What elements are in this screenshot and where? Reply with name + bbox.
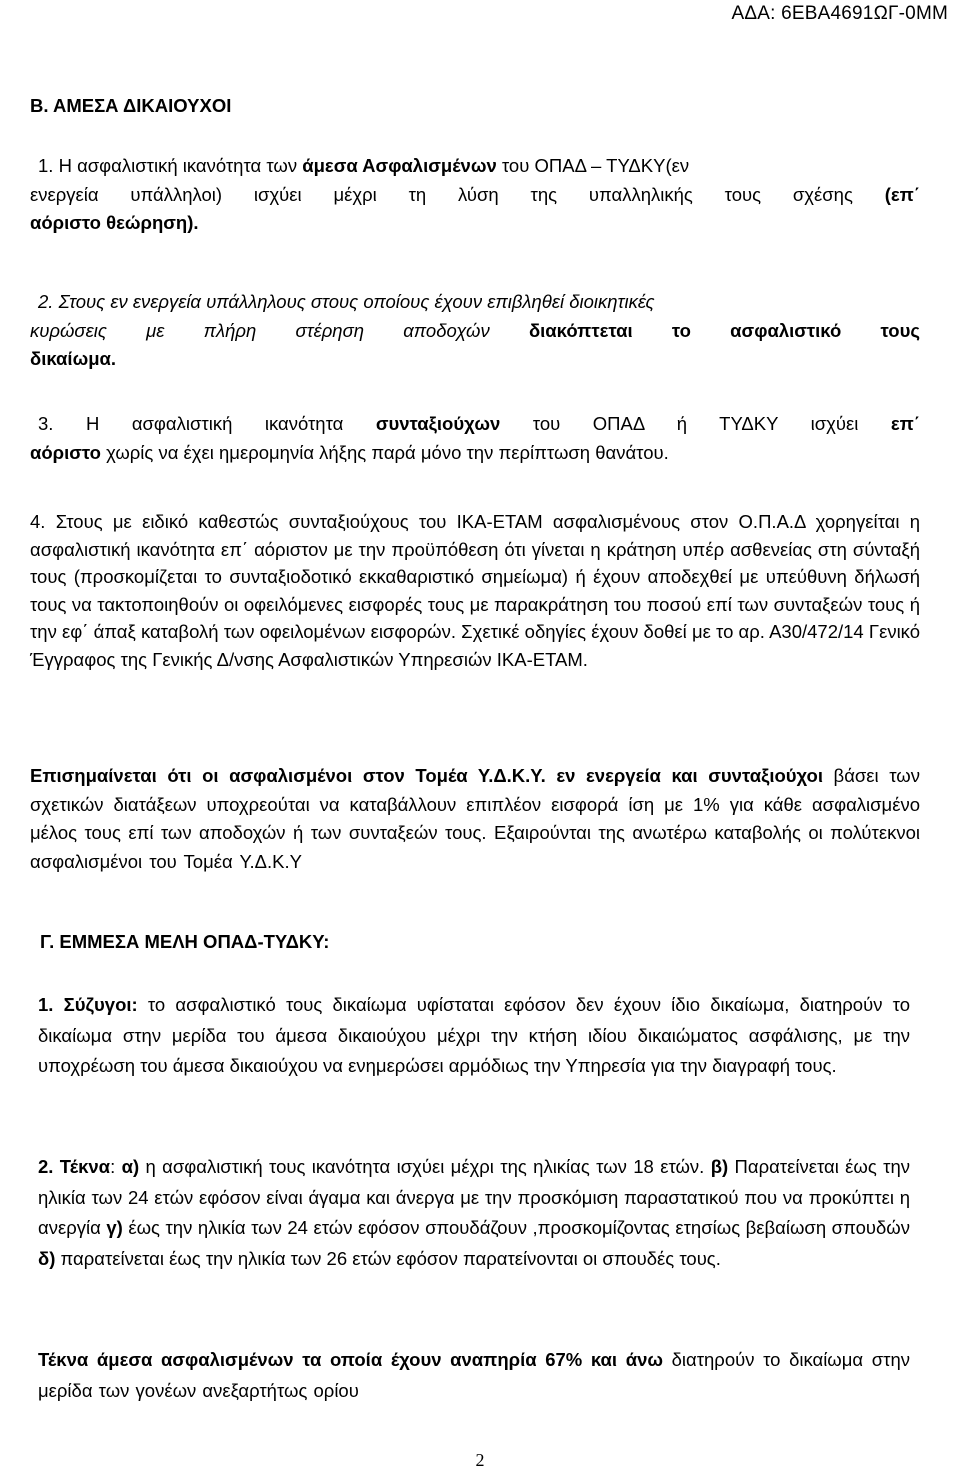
b1-text-d: ενεργεία υπάλληλοι) ισχύει μέχρι τη λύση της υπαλληλικής τους σχέσης (30, 183, 885, 205)
b3-bold-indefinite: αόριστο (30, 441, 101, 463)
b1-text-c: του ΟΠΑΔ – ΤΥΔΚΥ(εν (496, 155, 690, 176)
b3-text-f: χωρίς να έχει ημερομηνία λήξης παρά μόνο την περίπτωση θανάτου. (100, 441, 669, 463)
b1-text-a: 1. Η ασφαλιστική ικανότητα των (38, 155, 303, 176)
section-c-item-1 (38, 990, 910, 1082)
b3-line-1 (30, 410, 920, 439)
section-b-note (30, 762, 920, 876)
c2-colon: : (110, 1156, 122, 1177)
section-b-item-4: 4. Στους με ειδικό καθεστώς συνταξιούχους του ΙΚΑ-ΕΤΑΜ ασφαλισμένους στον Ο.Π.Α.Δ χορηγείται η ασφαλιστική ικανότητα επ΄ αόριστον με την προϋπόθεση ότι γίνεται η κράτηση υπέρ ασθενείας στη σύνταξή τους (προσκομίζεται το συνταξιοδοτικό εκκαθαριστικό σημείωμα) ή έχουν αποδεχθεί με υπεύθυνη δήλωσή τους να τακτοποιηθούν οι οφειλόμενες εισφορές τους με παρακράτηση του ποσού επί των συνταξεών τους ή την εφ΄ άπαξ καταβολή των οφειλομένων εισφορών. Σχετικέ οδηγίες έχουν δοθεί με το αρ. Α30/472/14 Γενικό Έγγραφος της Γενικής Δ/νσης Ασφαλιστικών Υπηρεσιών ΙΚΑ-ΕΤΑΜ. (30, 511, 920, 670)
b3-line-2 (30, 439, 920, 468)
b2-line-3 (30, 345, 920, 374)
b3-text-c: του ΟΠΑΔ ή ΤΥΔΚΥ ισχύει (500, 413, 891, 434)
note-bold: Επισημαίνεται ότι οι ασφαλισμένοι στον Τομέα Υ.Δ.Κ.Υ. εν ενεργεία και συνταξιούχοι (30, 765, 823, 786)
ada-code: ΑΔΑ: 6ΕΒΑ4691ΩΓ-0ΜΜ (731, 3, 948, 24)
section-b-title-text: Β. ΑΜΕΣΑ ΔΙΚΑΙΟΥΧΟΙ (30, 95, 232, 116)
c2-b-text: Παρατείνεται έως την ηλικία των 24 ετών εφόσον είναι άγαμα και άνεργα με την προσκόμιση παραστατικού που να προκύπτει η ανεργία (38, 1156, 910, 1239)
note-text: βάσει των σχετικών διατάξεων υποχρεούται να καταβάλλουν επιπλέον εισφορά ίση με 1% για κάθε ασφαλισμένο μέλος τους επί των αποδοχών ή των συνταξεών τους. Εξαιρούνται της ανωτέρω καταβολής οι πολύτεκνοι ασφαλισμένοι του Τομέα Υ.Δ.Κ.Υ (30, 765, 920, 872)
page-number: 2 (475, 1450, 485, 1470)
section-b-item-1 (30, 152, 920, 238)
b1-bold-indefinite: (επ΄ (884, 183, 920, 205)
c1-label-spouses: Σύζυγοι: (63, 994, 138, 1015)
c2-label-children: Τέκνα (59, 1156, 111, 1177)
b2-line-1: 2. Στους εν ενεργεία υπάλληλους στους οποίους έχουν επιβληθεί διοικητικές (38, 291, 655, 312)
c1-number: 1. (38, 994, 64, 1015)
section-c-item-2 (38, 1152, 910, 1274)
section-b-item-2 (30, 288, 920, 374)
c2-a-label: α) (121, 1156, 140, 1177)
b2-bold-interrupted: διακόπτεται το ασφαλιστικό τους (528, 319, 920, 341)
c2-d-text: παρατείνεται έως την ηλικία των 26 ετών εφόσον παρατείνονται οι σπουδές τους. (55, 1247, 721, 1269)
b3-bold-pensioners: συνταξιούχων (375, 413, 501, 434)
b1-line-1 (30, 152, 920, 181)
b1-bold-insured: άμεσα Ασφαλισμένων (302, 155, 497, 176)
section-c-title-text: Γ. ΕΜΜΕΣΑ ΜΕΛΗ ΟΠΑΔ-ΤΥΔΚΥ: (40, 931, 330, 952)
section-b-item-3 (30, 410, 920, 467)
b3-bold-ep: επ΄ (890, 413, 920, 434)
c2-number: 2. (38, 1156, 60, 1177)
b2-bold-right: δικαίωμα. (30, 348, 117, 369)
c2-c-text: έως την ηλικία των 24 ετών εφόσον σπουδάζουν ,προσκομίζοντας ετησίως βεβαίωση σπουδών (122, 1217, 910, 1239)
section-c-title (40, 928, 930, 957)
c1-text: το ασφαλιστικό τους δικαίωμα υφίσταται εφόσον δεν έχουν ίδιο δικαίωμα, διατηρούν το δικαίωμα στην μερίδα του άμεσα δικαιούχου μέχρι την κτήση ιδίου δικαιώματος ασφάλισης, με την υποχρέωση του άμεσα δικαιούχου να ενημερώσει αρμόδιως την Υπηρεσία για την διαγραφή τους. (38, 994, 910, 1076)
c2-a-text: η ασφαλιστική τους ικανότητα ισχύει μέχρι της ηλικίας των 18 ετών. (139, 1156, 711, 1177)
b2-line-2 (30, 317, 920, 346)
b1-bold-consideration: αόριστο θεώρηση). (30, 212, 199, 233)
c2-c-label: γ) (106, 1217, 123, 1239)
c3-text: διατηρούν το δικαίωμα στην μερίδα των γονέων ανεξαρτήτως ορίου (38, 1349, 910, 1401)
b3-text-a: 3. Η ασφαλιστική ικανότητα (38, 413, 376, 434)
c2-b-label: β) (710, 1156, 729, 1177)
section-b-title (30, 92, 920, 121)
b1-line-2 (30, 181, 920, 210)
b1-line-3 (30, 209, 920, 238)
c2-d-label: δ) (38, 1247, 56, 1269)
section-c-item-3 (38, 1345, 910, 1406)
b2-text-b: κυρώσεις με πλήρη στέρηση αποδοχών (30, 319, 529, 341)
c3-bold: Τέκνα άμεσα ασφαλισμένων τα οποία έχουν αναπηρία 67% και άνω (38, 1349, 663, 1370)
